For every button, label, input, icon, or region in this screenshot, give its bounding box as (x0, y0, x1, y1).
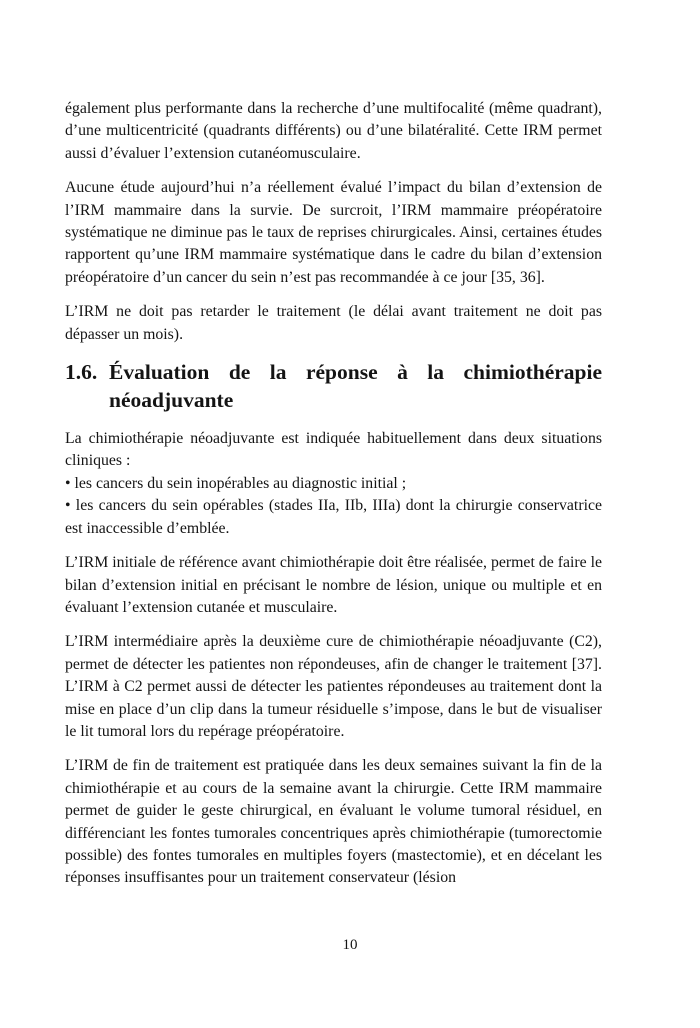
section-heading (65, 358, 602, 414)
paragraph-initial-mri: L’IRM initiale de référence avant chimiothérapie doit être réalisée, permet de faire le bilan d’extension initial en précisant le nombre de lésion, unique ou multiple et en évaluant l’extension cutanée et musculaire. (65, 554, 602, 616)
page-number: 10 (342, 937, 358, 953)
list-item: • les cancers du sein inopérables au diagnostic initial ; (65, 474, 407, 492)
section-title-line-2: néoadjuvante (109, 388, 234, 413)
paragraph-indications-intro: La chimiothérapie néoadjuvante est indiquée habituellement dans deux situations cliniques : (65, 430, 602, 470)
section-title-line-1: Évaluation de la réponse à la chimiothérapie (109, 360, 602, 385)
paragraph-final-mri: L’IRM de fin de traitement est pratiquée dans les deux semaines suivant la fin de la chimiothérapie et au cours de la semaine avant la chirurgie. Cette IRM mammaire permet de guider le geste chirurgical, en évaluant le volume tumoral résiduel, en différenciant les fontes tumorales concentriques après chimiothérapie (tumorectomie possible) des fontes tumorales en multiples foyers (mastectomie), et en décelant les réponses insuffisantes pour un traitement conservateur (lésion (65, 757, 602, 887)
paragraph-intermediate-mri: L’IRM intermédiaire après la deuxième cure de chimiothérapie néoadjuvante (C2), permet de détecter les patientes non répondeuses, afin de changer le traitement [37]. L’IRM à C2 permet aussi de détecter les patientes répondeuses au traitement dont la mise en place d’un clip dans la tumeur résiduelle s’impose, dans le but de visualiser le lit tumoral lors du repérage préopératoire. (65, 633, 602, 740)
section-title (109, 358, 602, 414)
indications-list (65, 473, 602, 540)
paragraph-treatment-delay: L’IRM ne doit pas retarder le traitement (le délai avant traitement ne doit pas dépasser un mois). (65, 303, 602, 343)
paragraph-extension-survival: Aucune étude aujourd’hui n’a réellement évalué l’impact du bilan d’extension de l’IRM mammaire dans la survie. De surcroit, l’IRM mammaire préopératoire systématique ne diminue pas le taux de reprises chirurgicales. Ainsi, certaines études rapportent qu’une IRM mammaire systématique dans le cadre du bilan d’extension préopératoire d’un cancer du sein n’est pas recommandée à ce jour [35, 36]. (65, 179, 602, 286)
list-item: • les cancers du sein opérables (stades IIa, IIb, IIIa) dont la chirurgie conservatrice est inaccessible d’emblée. (65, 497, 602, 537)
section-number: 1.6. (65, 360, 98, 385)
page-body (65, 98, 602, 902)
paragraph-multifocality: également plus performante dans la recherche d’une multifocalité (même quadrant), d’une multicentricité (quadrants différents) ou d’une bilatéralité. Cette IRM permet aussi d’évaluer l’extension cutanéomusculaire. (65, 100, 602, 162)
